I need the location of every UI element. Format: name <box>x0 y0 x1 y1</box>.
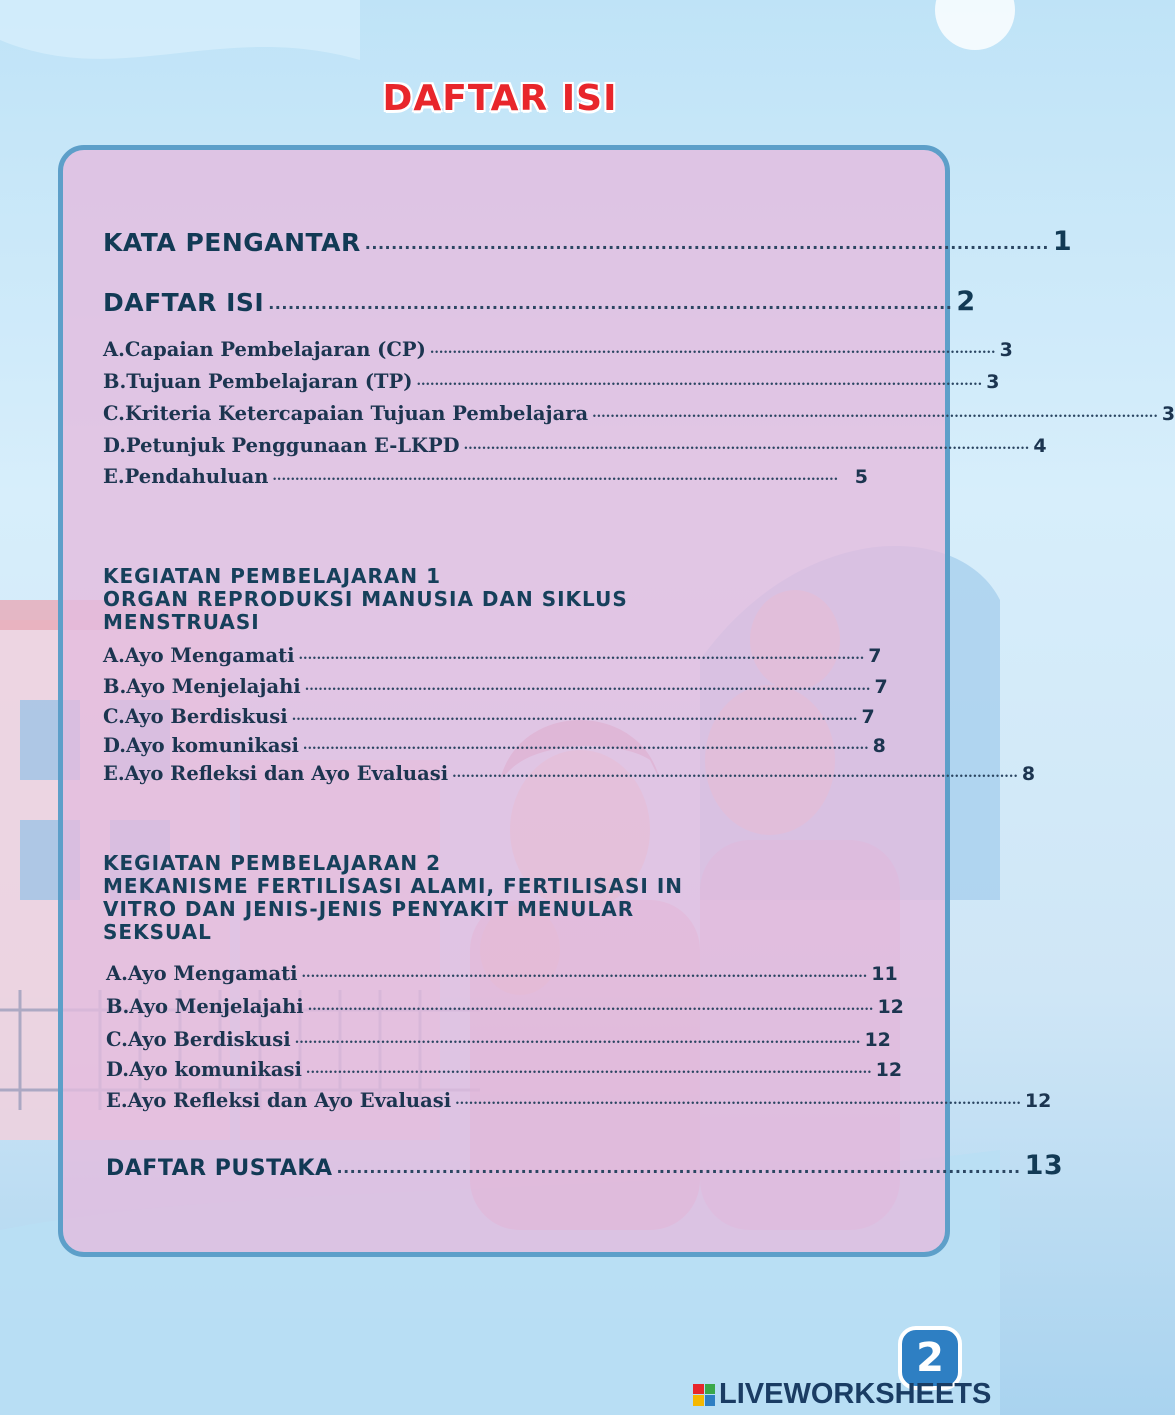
toc-entry-daftar-isi[interactable]: DAFTAR ISI ........................................................................................................ 2 <box>103 286 976 317</box>
toc-entry[interactable]: B.Ayo Menjelajahi ............................................................................................................................. 12 <box>106 995 904 1018</box>
toc-entry[interactable]: C.Ayo Berdiskusi ............................................................................................................................. 12 <box>106 1028 891 1051</box>
section-heading-kegiatan-1: KEGIATAN PEMBELAJARAN 1 ORGAN REPRODUKSI MANUSIA DAN SIKLUS MENSTRUASI <box>103 564 628 634</box>
toc-entry[interactable]: B.Tujuan Pembelajaran (TP) ............................................................................................................................. 3 <box>103 370 1000 393</box>
toc-entry[interactable]: E.Ayo Refleksi dan Ayo Evaluasi ............................................................................................................................. 12 <box>106 1089 1052 1112</box>
liveworksheets-logo[interactable] <box>693 1378 991 1411</box>
page-title: DAFTAR ISI <box>382 78 618 119</box>
toc-entry[interactable]: D.Ayo komunikasi ............................................................................................................................. 12 <box>106 1058 903 1081</box>
toc-entry[interactable]: D.Petunjuk Penggunaan E-LKPD ............................................................................................................................. 4 <box>103 434 1047 457</box>
toc-entry[interactable]: C.Kriteria Ketercapaian Tujuan Pembelajara ............................................................................................................................. 3 <box>103 402 1175 425</box>
toc-entry[interactable]: A.Capaian Pembelajaran (CP) ............................................................................................................................. 3 <box>103 338 1013 361</box>
toc-entry[interactable]: B.Ayo Menjelajahi ............................................................................................................................. 7 <box>103 675 888 698</box>
toc-entry[interactable]: A.Ayo Mengamati ............................................................................................................................. 7 <box>103 644 882 667</box>
toc-entry[interactable]: E.Ayo Refleksi dan Ayo Evaluasi ............................................................................................................................. 8 <box>103 762 1036 785</box>
toc-entry[interactable]: A.Ayo Mengamati ............................................................................................................................. 11 <box>106 962 898 985</box>
section-heading-kegiatan-2: KEGIATAN PEMBELAJARAN 2 MEKANISME FERTILISASI ALAMI, FERTILISASI IN VITRO DAN JENIS-JENIS PENYAKIT MENULAR SEKSUAL <box>103 851 684 944</box>
page-number-badge: 2 <box>898 1326 962 1390</box>
toc-entry[interactable]: D.Ayo komunikasi ............................................................................................................................. 8 <box>103 734 886 757</box>
liveworksheets-wordmark: LIVEWORKSHEETS <box>719 1378 992 1410</box>
toc-entry-kata-pengantar[interactable]: KATA PENGANTAR ........................................................................................................ 1 <box>103 226 1073 257</box>
toc-entry[interactable]: E.Pendahuluan ............................................................................................................................. 5 <box>103 465 868 488</box>
toc-entry-daftar-pustaka[interactable]: DAFTAR PUSTAKA ........................................................................................................ 13 <box>106 1150 1064 1181</box>
liveworksheets-logo-icon <box>693 1384 715 1406</box>
toc-entry[interactable]: C.Ayo Berdiskusi ............................................................................................................................. 7 <box>103 705 875 728</box>
